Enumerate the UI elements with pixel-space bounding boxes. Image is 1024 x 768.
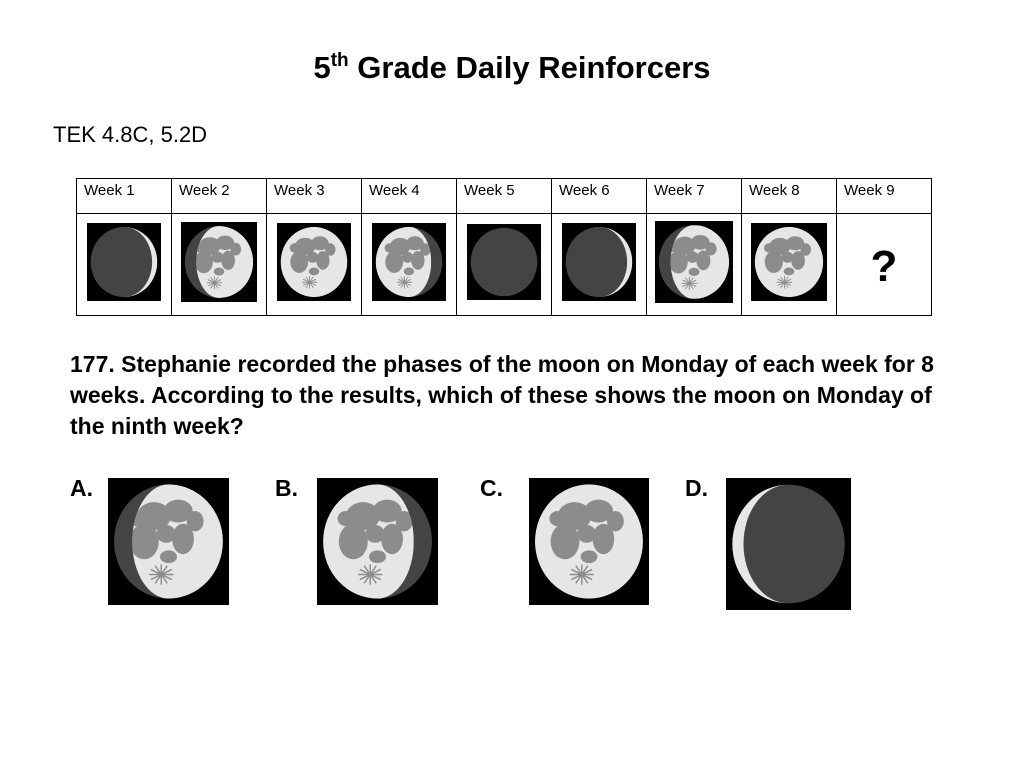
moon-image-row xyxy=(77,214,932,316)
week-header-cell xyxy=(172,179,267,214)
waning-crescent-icon xyxy=(726,478,851,610)
full-moon-icon xyxy=(751,223,827,301)
option-d-moon[interactable] xyxy=(726,478,851,610)
week-6-moon xyxy=(562,223,636,301)
moon-cell xyxy=(837,214,932,316)
moon-cell xyxy=(77,214,172,316)
question-text: 177. Stephanie recorded the phases of the moon on Monday of each week for 8 weeks. According to the results, which of these shows the moon on Monday of the ninth week? xyxy=(70,351,934,439)
moon-cell xyxy=(552,214,647,316)
waxing-gibbous-icon xyxy=(108,478,229,605)
tek-label: TEK 4.8C, 5.2D xyxy=(53,122,208,147)
unknown-phase-mark: ? xyxy=(870,241,898,291)
week-header-cell xyxy=(742,179,837,214)
week-label: Week 9 xyxy=(844,182,895,199)
week-label: Week 8 xyxy=(749,182,800,199)
option-c-label[interactable]: C. xyxy=(480,475,503,501)
week-3-moon xyxy=(277,223,351,301)
option-b-label[interactable]: B. xyxy=(275,475,298,501)
moon-phase-table xyxy=(76,178,932,316)
moon-cell xyxy=(457,214,552,316)
option-c-moon[interactable] xyxy=(529,478,649,605)
week-label: Week 6 xyxy=(559,182,610,199)
full-moon-icon xyxy=(529,478,649,605)
week-header-cell xyxy=(77,179,172,214)
option-a-label[interactable]: A. xyxy=(70,475,93,501)
title-suffix: th xyxy=(330,50,349,71)
full-moon-icon xyxy=(277,223,351,301)
week-label: Week 4 xyxy=(369,182,420,199)
moon-cell xyxy=(362,214,457,316)
week-4-moon xyxy=(372,223,446,301)
waxing-crescent-icon xyxy=(87,223,161,301)
week-label: Week 2 xyxy=(179,182,230,199)
moon-cell xyxy=(267,214,362,316)
title-number: 5 xyxy=(313,50,331,85)
moon-cell xyxy=(742,214,837,316)
waxing-crescent-icon xyxy=(562,223,636,301)
option-d-label[interactable]: D. xyxy=(685,475,708,501)
waxing-gibbous-icon xyxy=(181,222,257,302)
week-header-cell xyxy=(837,179,932,214)
week-7-moon xyxy=(655,221,733,303)
week-header-cell xyxy=(552,179,647,214)
week-label: Week 7 xyxy=(654,182,705,199)
option-a-moon[interactable] xyxy=(108,478,229,605)
week-5-moon xyxy=(467,224,541,300)
week-header-cell xyxy=(362,179,457,214)
week-2-moon xyxy=(181,222,257,302)
moon-cell xyxy=(172,214,267,316)
week-1-moon xyxy=(87,223,161,301)
week-8-moon xyxy=(751,223,827,301)
week-label: Week 1 xyxy=(84,182,135,199)
week-label: Week 3 xyxy=(274,182,325,199)
page-title xyxy=(0,50,1024,86)
title-text: Grade Daily Reinforcers xyxy=(357,50,711,85)
new-moon-icon xyxy=(467,224,541,300)
waxing-gibbous-icon xyxy=(655,221,733,303)
week-header-cell xyxy=(267,179,362,214)
week-header-cell xyxy=(647,179,742,214)
moon-cell xyxy=(647,214,742,316)
week-header-row xyxy=(77,179,932,214)
option-b-moon[interactable] xyxy=(317,478,438,605)
waning-gibbous-icon xyxy=(372,223,446,301)
week-label: Week 5 xyxy=(464,182,515,199)
week-header-cell xyxy=(457,179,552,214)
waning-gibbous-icon xyxy=(317,478,438,605)
